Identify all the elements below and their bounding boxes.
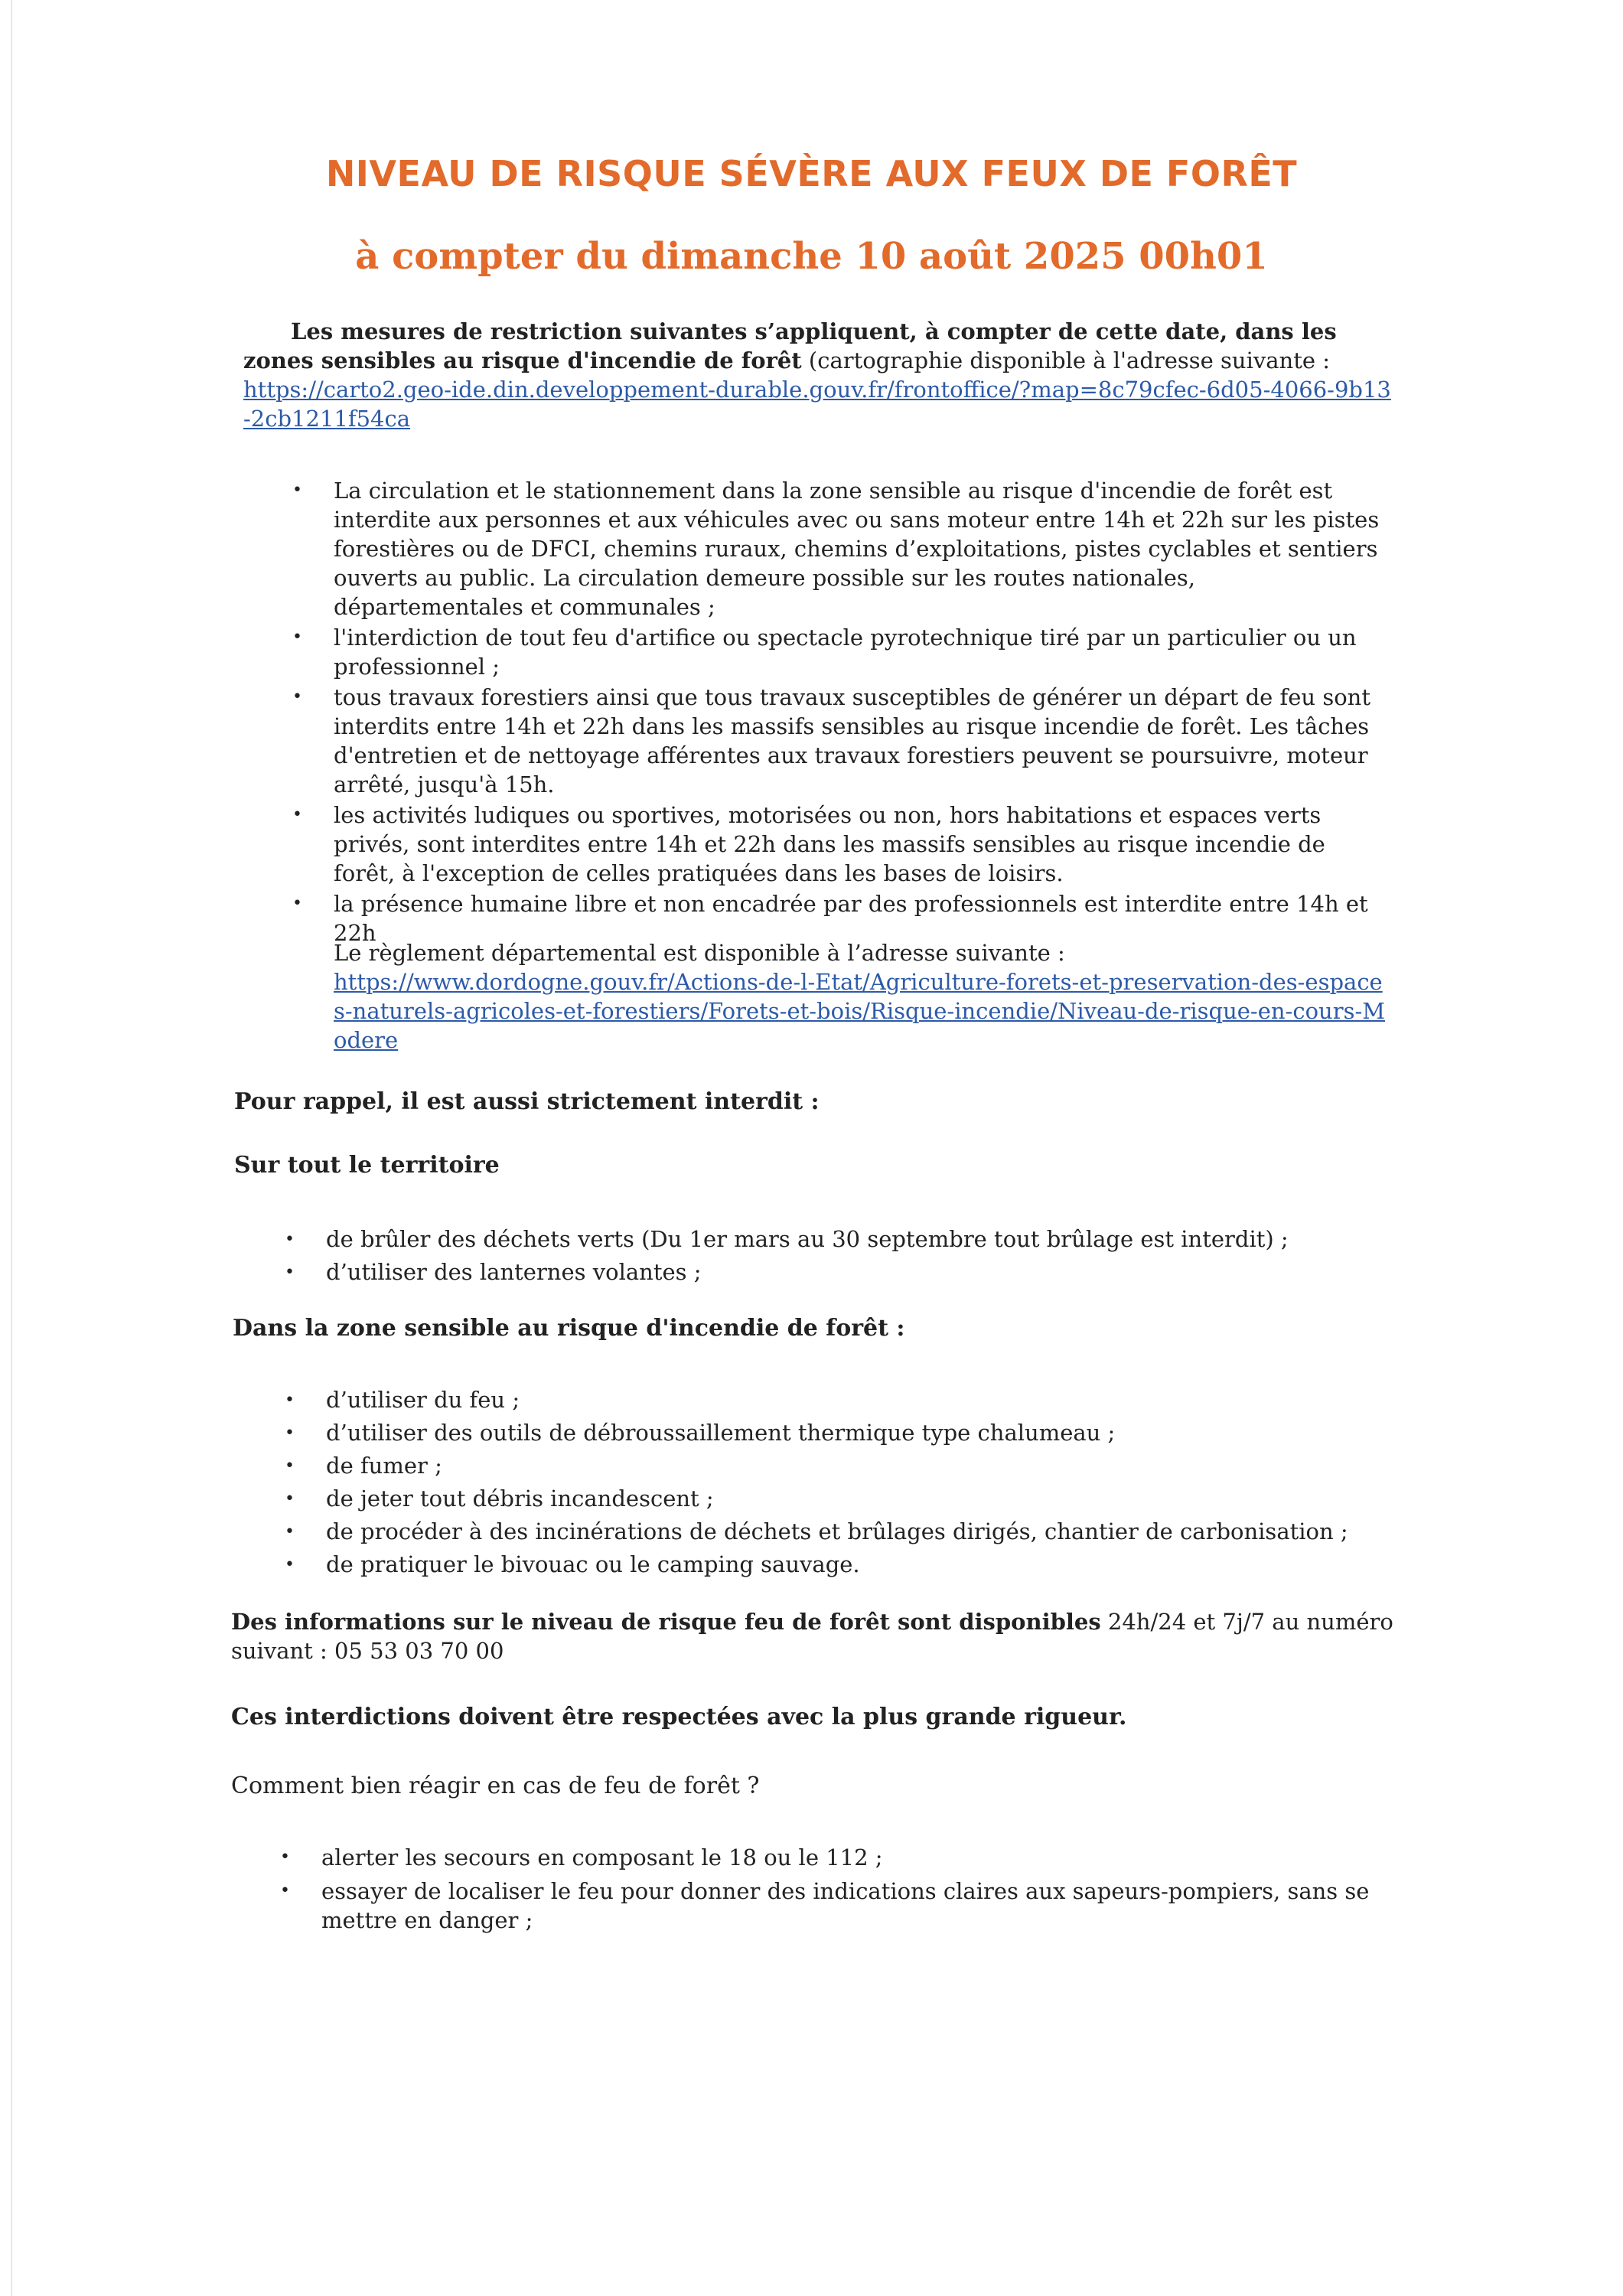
bullet-icon: • xyxy=(280,1881,290,1900)
intro-rest: (cartographie disponible à l'adresse suivante : xyxy=(801,347,1331,373)
list-item: • tous travaux forestiers ainsi que tous travaux susceptibles de générer un départ de feu sont interdits entre 14h et 22h dans les massifs sensibles au risque incendie de forêt. Les tâches d'entretien et de nettoyage afférentes aux travaux forestiers peuvent se poursuivre, moteur arrêté, jusqu'à 15h. xyxy=(292,684,1370,797)
rappel-heading: Pour rappel, il est aussi strictement interdit : xyxy=(234,1088,820,1115)
bullet-icon: • xyxy=(285,1230,295,1249)
list-item: • essayer de localiser le feu pour donner des indications claires aux sapeurs-pompiers, sans se mettre en danger ; xyxy=(280,1878,1370,1933)
reagir-list xyxy=(280,1843,1393,1935)
list-item: • d’utiliser des lanternes volantes ; xyxy=(326,1256,1382,1289)
territoire-heading: Sur tout le territoire xyxy=(234,1152,500,1179)
scan-edge xyxy=(11,0,12,2296)
list-item: • de pratiquer le bivouac ou le camping sauvage. xyxy=(326,1548,1382,1581)
bullet-icon: • xyxy=(285,1555,295,1574)
zone-list xyxy=(285,1384,1382,1581)
list-item: • de procéder à des incinérations de déchets et brûlages dirigés, chantier de carbonisation ; xyxy=(326,1515,1382,1548)
intro-bold: Les mesures de restriction suivantes s’appliquent, à compter de cette date, dans les zones sensibles au risque d'incendie de forêt xyxy=(243,318,1337,373)
bullet-icon: • xyxy=(285,1424,295,1443)
reglement-link[interactable]: https://www.dordogne.gouv.fr/Actions-de-l-Etat/Agriculture-forets-et-preservation-des-espaces-naturels-agricoles-et-forestiers/Forets-et-bois/Risque-incendie/Niveau-de-risque-en-cours-Modere xyxy=(334,969,1385,1053)
list-item: • de jeter tout débris incandescent ; xyxy=(326,1482,1382,1515)
territoire-list xyxy=(285,1223,1382,1289)
list-item: • d’utiliser du feu ; xyxy=(326,1384,1382,1417)
list-item: • d’utiliser des outils de débroussaillement thermique type chalumeau ; xyxy=(326,1417,1382,1450)
reglement-paragraph xyxy=(334,938,1390,1055)
bullet-icon: • xyxy=(292,805,302,824)
bullet-icon: • xyxy=(285,1263,295,1282)
page-title: NIVEAU DE RISQUE SÉVÈRE AUX FEUX DE FORÊT xyxy=(325,153,1298,194)
list-item: • l'interdiction de tout feu d'artifice ou spectacle pyrotechnique tiré par un particulier ou un professionnel ; xyxy=(292,625,1357,680)
bullet-icon: • xyxy=(292,628,302,647)
list-item: • alerter les secours en composant le 18 ou le 112 ; xyxy=(280,1844,883,1870)
bullet-icon: • xyxy=(292,894,302,913)
rigueur-heading: Ces interdictions doivent être respectées avec la plus grande rigueur. xyxy=(231,1704,1127,1730)
map-link[interactable]: https://carto2.geo-ide.din.developpement-durable.gouv.fr/frontoffice/?map=8c79cfec-6d05-4066-9b13-2cb1211f54ca xyxy=(243,377,1391,432)
page-subtitle: à compter du dimanche 10 août 2025 00h01 xyxy=(355,235,1268,278)
info-paragraph xyxy=(231,1607,1394,1665)
intro-paragraph xyxy=(243,317,1391,433)
info-bold: Des informations sur le niveau de risque feu de forêt sont disponibles xyxy=(231,1609,1101,1635)
zone-heading: Dans la zone sensible au risque d'incendie de forêt : xyxy=(233,1315,905,1342)
measures-list xyxy=(292,476,1390,949)
list-item: • la présence humaine libre et non encadrée par des professionnels est interdite entre 14h et 22h xyxy=(292,891,1368,946)
bullet-icon: • xyxy=(285,1391,295,1410)
bullet-icon: • xyxy=(285,1522,295,1541)
bullet-icon: • xyxy=(292,481,302,500)
bullet-icon: • xyxy=(280,1848,290,1867)
bullet-icon: • xyxy=(285,1489,295,1508)
reglement-text: Le règlement départemental est disponible à l’adresse suivante : xyxy=(334,940,1065,966)
list-item: • de fumer ; xyxy=(326,1450,1382,1482)
question-line: Comment bien réagir en cas de feu de forêt ? xyxy=(231,1773,760,1799)
bullet-icon: • xyxy=(292,687,302,706)
bullet-icon: • xyxy=(285,1456,295,1476)
list-item: • La circulation et le stationnement dans la zone sensible au risque d'incendie de forêt est interdite aux personnes et aux véhicules avec ou sans moteur entre 14h et 22h sur les pistes forestières ou de DFCI, chemins ruraux, chemins d’exploitations, pistes cyclables et sentiers ouverts au public. La circulation demeure possible sur les routes nationales, départementales et communales ; xyxy=(292,478,1380,620)
list-item: • les activités ludiques ou sportives, motorisées ou non, hors habitations et espaces verts privés, sont interdites entre 14h et 22h dans les massifs sensibles au risque incendie de forêt, à l'exception de celles pratiquées dans les bases de loisirs. xyxy=(292,802,1325,886)
info-rest: 24h/24 et 7j/7 au numéro suivant : 05 53 03 70 00 xyxy=(231,1609,1393,1664)
list-item: • de brûler des déchets verts (Du 1er mars au 30 septembre tout brûlage est interdit) ; xyxy=(326,1223,1382,1256)
